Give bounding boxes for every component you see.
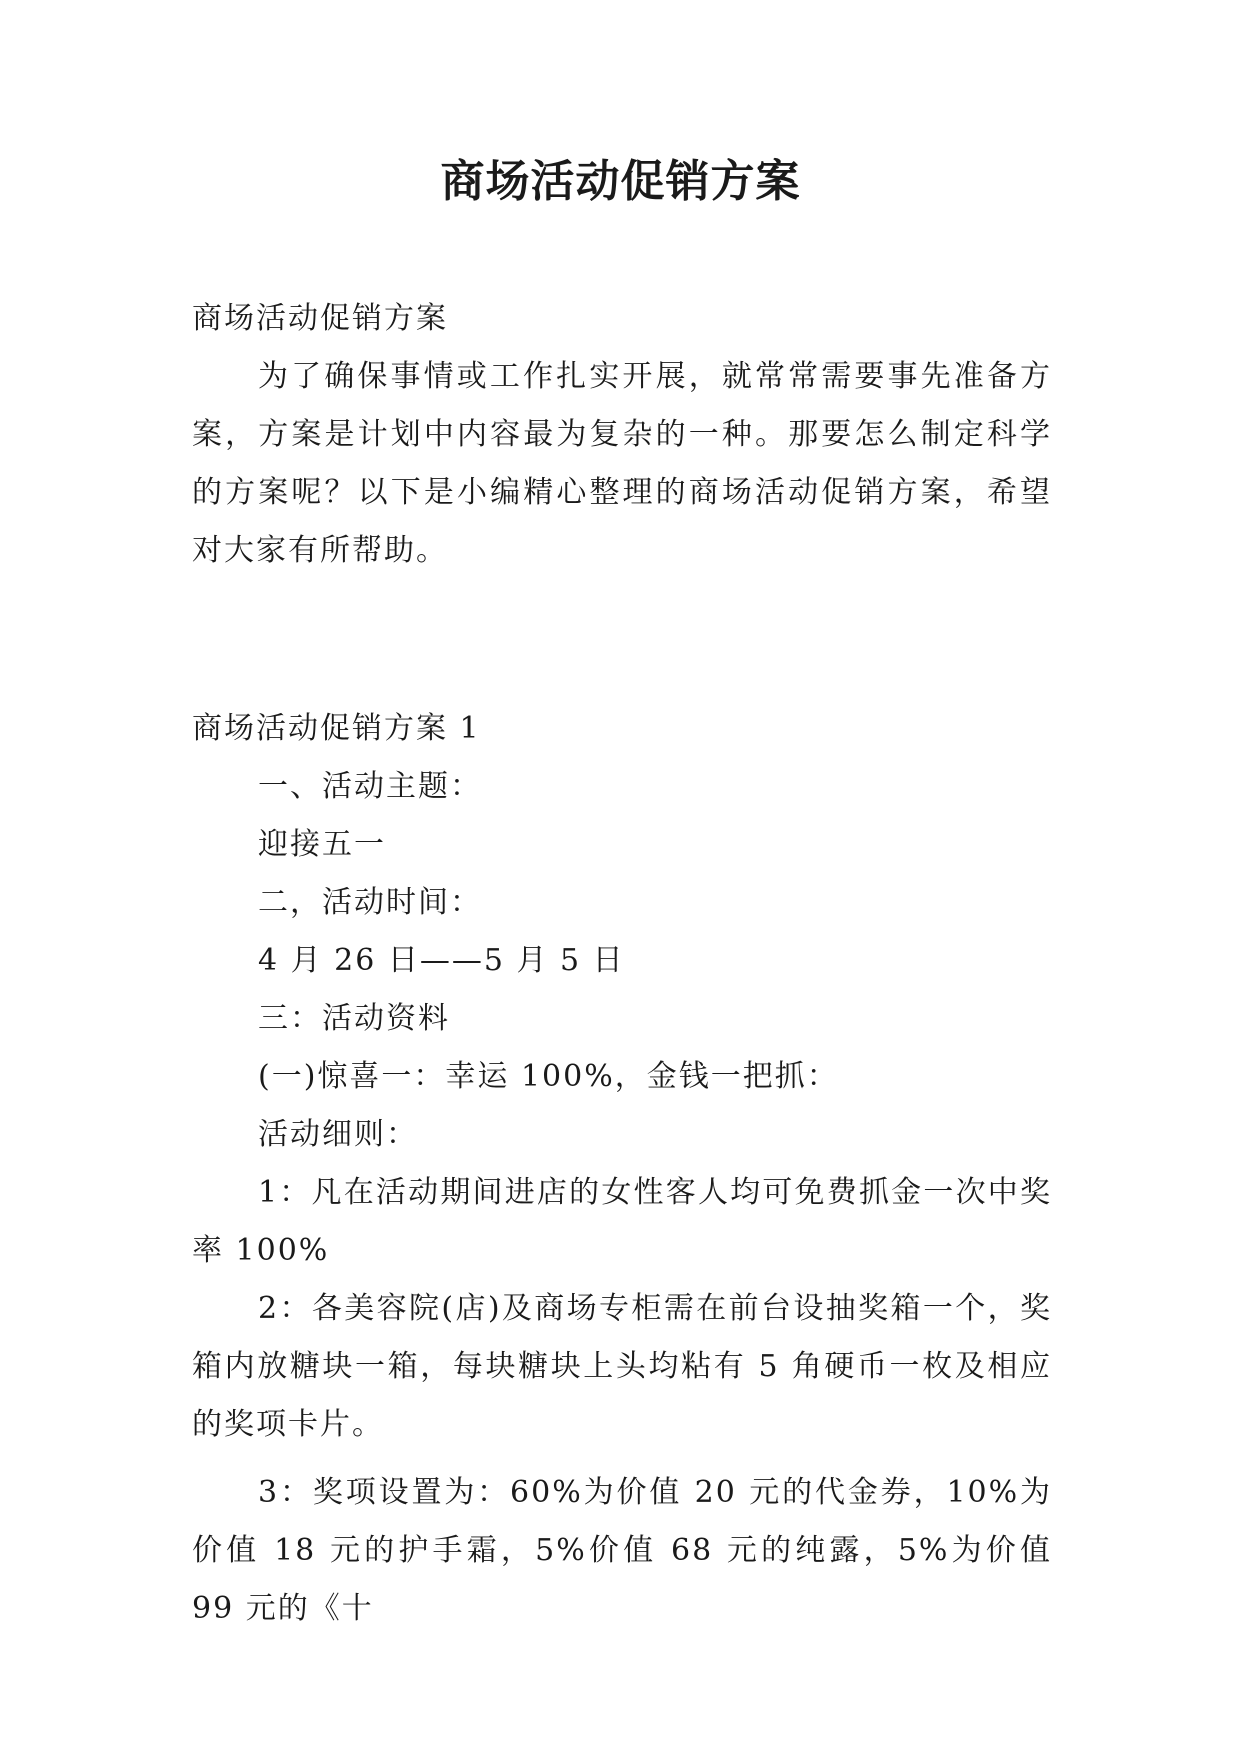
section-heading: 商场活动促销方案 1	[192, 711, 481, 746]
surprise-one: (一)惊喜一：幸运 100%，金钱一把抓：	[258, 1059, 839, 1094]
intro-paragraph: 为了确保事情或工作扎实开展，就常常需要事先准备方案，方案是计划中内容最为复杂的一种。那要怎么制定科学的方案呢？以下是小编精心整理的商场活动促销方案，希望对大家有所帮助。	[192, 359, 1052, 568]
rule-1: 1：凡在活动期间进店的女性客人均可免费抓金一次中奖率 100%	[192, 1175, 1052, 1268]
rule-3: 3：奖项设置为：60%为价值 20 元的代金券，10%为价值 18 元的护手霜，5%价值 68 元的纯露，5%为价值 99 元的《十	[192, 1475, 1052, 1626]
document-title: 商场活动促销方案	[440, 156, 801, 207]
time-value: 4 月 26 日——5 月 5 日	[258, 943, 625, 978]
theme-label: 一、活动主题：	[258, 769, 482, 804]
theme-value: 迎接五一	[258, 827, 386, 862]
rules-label: 活动细则：	[258, 1117, 418, 1152]
document-body	[192, 290, 1052, 1638]
time-label: 二，活动时间：	[258, 885, 482, 920]
rule-2: 2：各美容院(店)及商场专柜需在前台设抽奖箱一个，奖箱内放糖块一箱，每块糖块上头均粘有 5 角硬币一枚及相应的奖项卡片。	[192, 1291, 1052, 1442]
content-label: 三：活动资料	[258, 1001, 450, 1036]
intro-heading: 商场活动促销方案	[192, 301, 448, 336]
